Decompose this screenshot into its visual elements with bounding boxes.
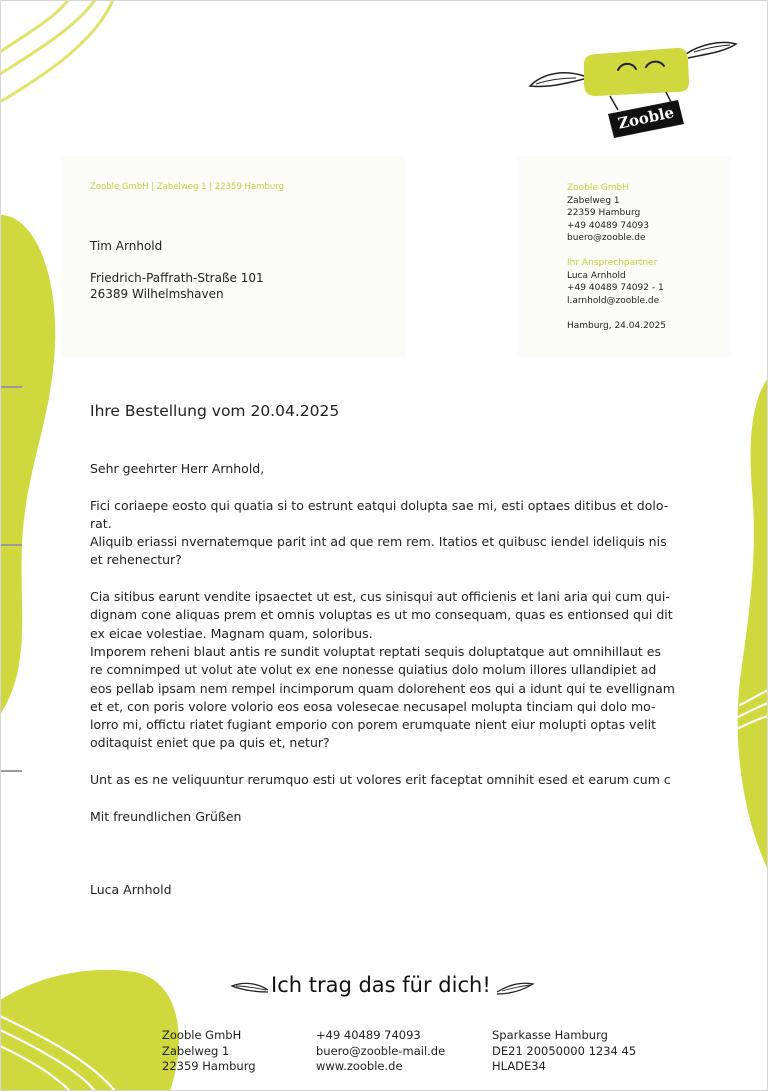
body-line: eos pellab ipsam nem rempel incimporum quam dolorehent eos qui a idunt qui te evellignam — [90, 680, 675, 696]
letter-subject: Ihre Bestellung vom 20.04.2025 — [90, 402, 340, 420]
info-company: Zooble GmbH — [567, 183, 630, 193]
footer-contact — [316, 1028, 445, 1075]
body-line: Fici coriaepe eosto qui quatia si to estrunt eatqui dolupta sae mi, esti optaes ditibus et dolo- — [90, 497, 669, 513]
body-line: oditaquist eniet que pa quis et, netur? — [90, 735, 330, 751]
letter-body — [90, 460, 694, 899]
body-line: Unt as es ne veliquuntur rerumquo esti ut volores erit faceptat omnihit esed et earum cum c — [90, 772, 671, 788]
salutation: Sehr geehrter Herr Arnhold, — [90, 461, 265, 476]
body-line: ex eicae volestiae. Magnam quam, soloribus. — [90, 625, 373, 641]
logo-text: Zooble — [616, 103, 676, 133]
body-line: dignam cone aliquas prem et omnis voluptas es ut mo consequam, quas es entionsed qui dit — [90, 607, 673, 623]
info-street: Zabelweg 1 — [567, 195, 620, 206]
sender-info-block — [567, 182, 666, 333]
footer-website-link[interactable]: www.zooble.de — [316, 1059, 403, 1073]
body-line: Imporem reheni blaut antis re sundit voluptat reptati sequis doluptatque aut omnihillaut es — [90, 643, 661, 659]
footer-bank — [492, 1028, 636, 1075]
body-line: et et, con poris volore volorio eos eosa volesecae necusapel molupta tinciam qui dolo mo- — [90, 698, 656, 714]
footer-company — [162, 1028, 256, 1075]
body-line: rat. — [90, 515, 112, 531]
recipient-city: 26389 Wilhelmshaven — [90, 287, 224, 301]
info-place-date: Hamburg, 24.04.2025 — [567, 321, 666, 332]
body-line: lorro mi, offictu riatet fugiant emporio con porem erumquate nient eiur molupti optas velit — [90, 717, 656, 733]
footer-line: Sparkasse Hamburg — [492, 1028, 608, 1042]
info-contact-phone: +49 40489 74092 - 1 — [567, 283, 664, 294]
info-city: 22359 Hamburg — [567, 208, 641, 219]
body-line: Aliquib eriassi nvernatemque parit int ad que rem rem. Itatios et quibusc iendel ideliquis nis — [90, 534, 667, 550]
closing: Mit freundlichen Grüßen — [90, 808, 242, 824]
slogan: Ich trag das für dich! — [271, 973, 491, 997]
footer-line: DE21 20050000 1234 45 — [492, 1043, 637, 1058]
footer-line: Zabelweg 1 — [162, 1043, 230, 1058]
footer-line: HLADE34 — [492, 1059, 546, 1073]
body-line: Cia sitibus earunt vendite ipsaectet ut est, cus sinisqui aut officienis et lani aria qui cum qui- — [90, 589, 670, 605]
info-contact-name: Luca Arnhold — [567, 270, 626, 281]
footer-line: Zooble GmbH — [162, 1028, 242, 1042]
body-line: re comnimped ut volut ate volut ex ene nonesse quiatius dolo molum illores ullandipiet ad — [90, 662, 657, 678]
footer-phone: +49 40489 74093 — [316, 1028, 421, 1042]
info-contact-email: l.arnhold@zooble.de — [567, 295, 660, 306]
recipient-address — [90, 238, 264, 302]
info-email: buero@zooble.de — [567, 233, 646, 244]
info-phone: +49 40489 74093 — [567, 220, 649, 231]
recipient-street: Friedrich-Paffrath-Straße 101 — [90, 271, 264, 285]
footer-line: 22359 Hamburg — [162, 1059, 256, 1073]
signer-name: Luca Arnhold — [90, 881, 172, 897]
sender-return-address: Zooble GmbH | Zabelweg 1 | 22359 Hamburg — [90, 182, 284, 192]
info-contact-label: Ihr Ansprechpartner — [567, 257, 658, 268]
recipient-name: Tim Arnhold — [90, 239, 163, 253]
body-line: et rehenectur? — [90, 552, 182, 568]
footer-email-link[interactable]: buero@zooble-mail.de — [316, 1043, 446, 1058]
